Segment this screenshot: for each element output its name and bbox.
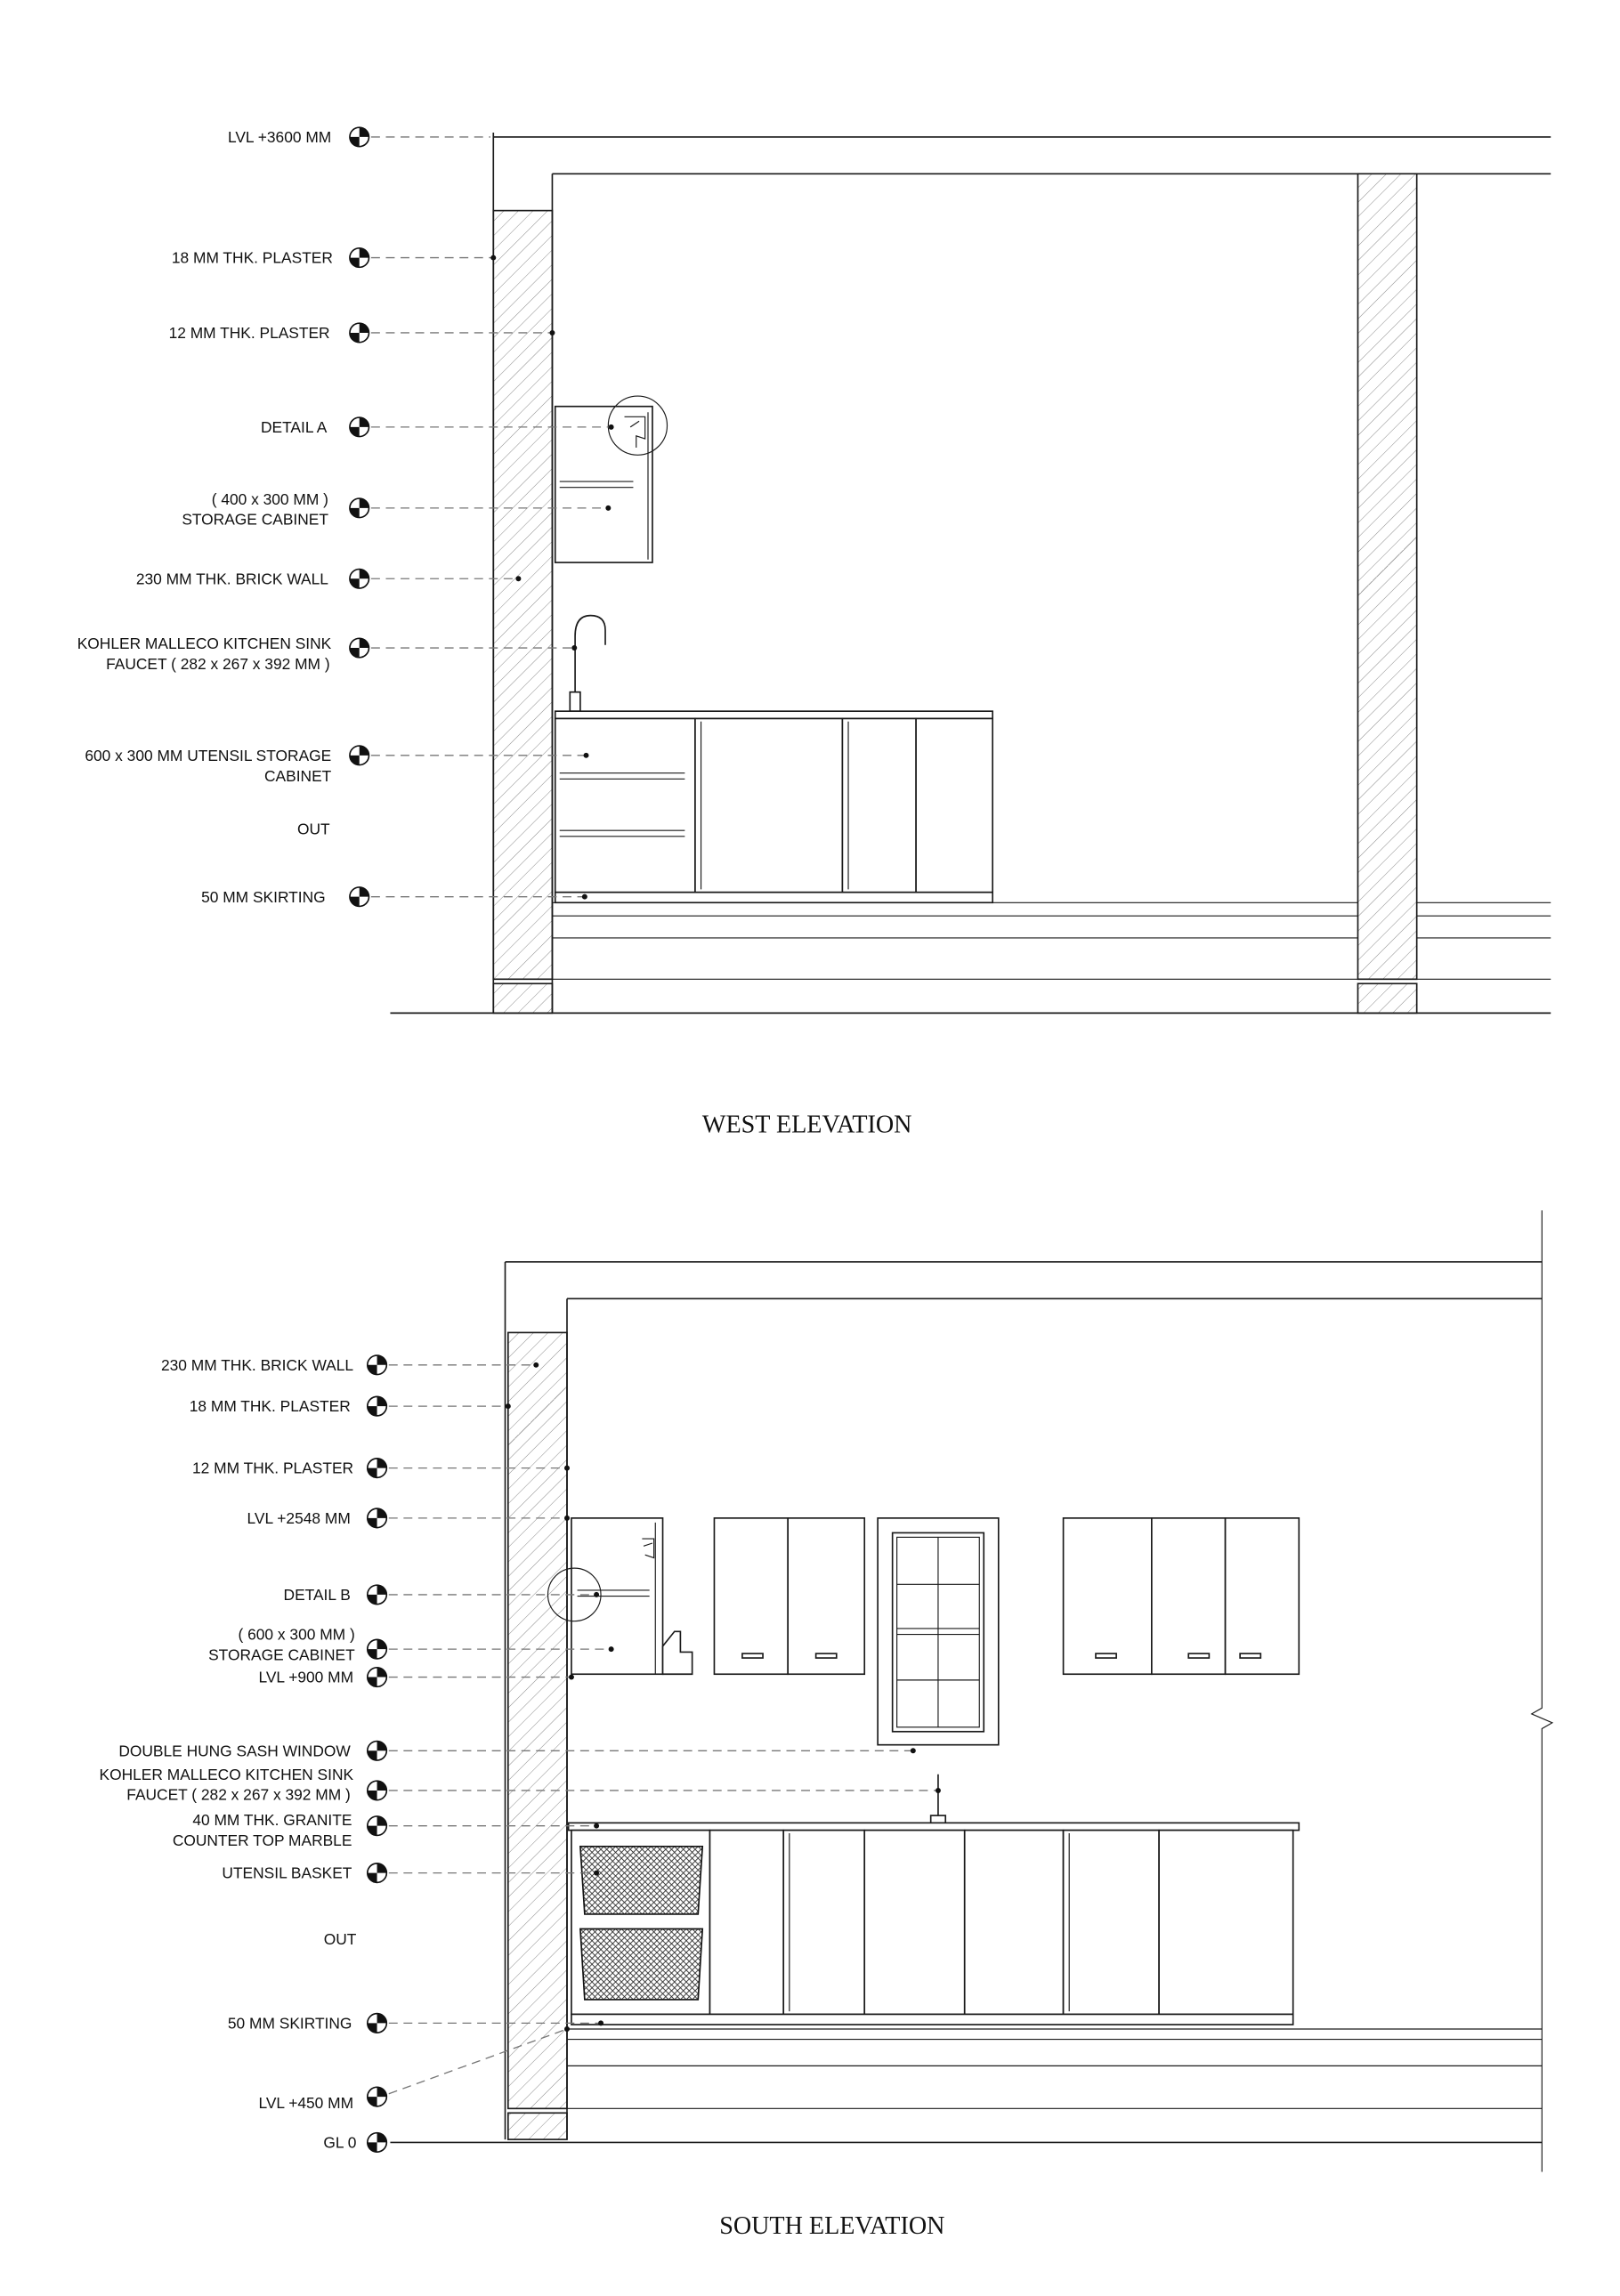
datum-marker-icon <box>368 1508 387 1528</box>
skirting-plinth <box>571 2014 1293 2025</box>
south-elevation-title: SOUTH ELEVATION <box>719 2211 945 2240</box>
utensil-basket-upper <box>580 1847 702 1914</box>
wall-cabinet-body <box>555 407 652 562</box>
label-lvl-2548: LVL +2548 MM <box>247 1508 351 1527</box>
label-utensil-cabinet-line-1: 600 x 300 MM UTENSIL STORAGE <box>85 746 332 764</box>
label-plaster-12: 12 MM THK. PLASTER <box>168 324 330 343</box>
label-brick-wall: 230 MM THK. BRICK WALL <box>135 570 328 588</box>
wall-cabinet-door-4 <box>1152 1518 1226 1674</box>
label-skirting: 50 MM SKIRTING <box>201 887 326 906</box>
label-plaster-12: 12 MM THK. PLASTER <box>192 1459 354 1477</box>
faucet-base <box>570 692 580 712</box>
label-granite-line-2: COUNTER TOP MARBLE <box>172 1831 352 1850</box>
datum-marker-icon <box>368 1355 387 1375</box>
double-hung-sash-window <box>878 1518 999 1745</box>
leader-dot <box>515 576 521 581</box>
leader-dot <box>490 255 496 261</box>
label-lvl-900: LVL +900 MM <box>258 1668 354 1686</box>
label-out: OUT <box>296 820 330 838</box>
south-base-cabinets <box>569 1823 1300 2025</box>
label-detail-b: DETAIL B <box>283 1586 351 1605</box>
datum-marker-icon <box>350 498 369 518</box>
datum-marker-icon <box>368 1863 387 1883</box>
datum-marker-icon <box>350 887 369 907</box>
leader-dot <box>564 1466 570 1471</box>
wall-cabinet-door-3 <box>1064 1518 1152 1674</box>
leader-dot <box>564 1516 570 1521</box>
leader-dot <box>569 1675 574 1680</box>
label-brick-wall: 230 MM THK. BRICK WALL <box>160 1355 354 1374</box>
datum-marker-icon <box>350 570 369 589</box>
label-faucet-line-2: FAUCET ( 282 x 267 x 392 MM ) <box>126 1785 351 1804</box>
west-right-footing-hatch <box>1357 983 1416 1013</box>
base-door-1 <box>709 1831 783 2015</box>
cabinet-handle <box>742 1653 763 1658</box>
skirting-plinth <box>555 893 992 903</box>
label-storage-size: ( 400 x 300 MM ) <box>211 490 328 509</box>
datum-marker-icon <box>350 248 369 268</box>
leader-dot <box>564 2026 570 2032</box>
west-storage-cabinet <box>555 396 668 562</box>
datum-marker-icon <box>368 1639 387 1659</box>
label-skirting: 50 MM SKIRTING <box>227 2014 352 2033</box>
label-storage-size: ( 600 x 300 MM ) <box>238 1625 355 1644</box>
south-wall-footing-hatch <box>508 2113 567 2139</box>
cabinet-handle <box>1240 1653 1260 1658</box>
label-storage-cabinet: STORAGE CABINET <box>208 1645 355 1664</box>
label-granite-line-1: 40 MM THK. GRANITE <box>192 1811 352 1830</box>
wall-cabinet-door-5 <box>1226 1518 1300 1674</box>
datum-marker-icon <box>368 1585 387 1605</box>
label-out: OUT <box>323 1930 357 1949</box>
label-faucet-line-2: FAUCET ( 282 x 267 x 392 MM ) <box>106 655 330 674</box>
leader-dot <box>594 1871 599 1876</box>
datum-marker-icon <box>368 2087 387 2106</box>
cabinet-handle <box>1096 1653 1116 1658</box>
label-lvl-450: LVL +450 MM <box>258 2093 354 2112</box>
base-door-2 <box>842 718 916 892</box>
leader-dot <box>911 1748 916 1753</box>
base-door-4 <box>965 1831 1064 2015</box>
leader-dot <box>571 645 577 651</box>
datum-marker-icon <box>350 417 369 437</box>
datum-marker-icon <box>350 746 369 765</box>
base-door-1 <box>695 718 842 892</box>
label-utensil-basket: UTENSIL BASKET <box>222 1863 352 1882</box>
utensil-storage-cabinet <box>555 718 695 892</box>
datum-marker-icon <box>368 2133 387 2153</box>
datum-marker-icon <box>368 2014 387 2033</box>
leader-dot <box>605 505 611 511</box>
label-detail-a: DETAIL A <box>261 417 328 436</box>
utensil-basket-lower <box>580 1928 702 1999</box>
datum-marker-icon <box>350 323 369 343</box>
leader-dot <box>594 1823 599 1829</box>
south-brick-wall-hatch <box>508 1332 567 2108</box>
label-storage-cabinet: STORAGE CABINET <box>182 510 328 529</box>
west-base-cabinet <box>555 711 992 902</box>
datum-marker-icon <box>368 1459 387 1478</box>
label-plaster-18: 18 MM THK. PLASTER <box>189 1397 351 1416</box>
leader-dot <box>609 1646 614 1652</box>
datum-marker-icon <box>368 1742 387 1761</box>
datum-marker-icon <box>368 1781 387 1800</box>
base-door-6 <box>1159 1831 1293 2015</box>
leader-dot <box>594 1592 599 1597</box>
label-faucet-line-1: KOHLER MALLECO KITCHEN SINK <box>77 635 332 653</box>
leader-dot <box>549 330 555 336</box>
counter-top <box>555 711 992 718</box>
label-window: DOUBLE HUNG SASH WINDOW <box>118 1742 351 1760</box>
wall-cabinet-door-2 <box>788 1518 864 1674</box>
wall-cabinet-door-1 <box>714 1518 788 1674</box>
leader-dot <box>506 1403 511 1409</box>
leader-dot <box>582 894 587 900</box>
west-wall-footing-hatch <box>493 983 552 1013</box>
cabinet-handle <box>1188 1653 1209 1658</box>
datum-marker-icon <box>368 1816 387 1836</box>
label-utensil-cabinet-line-2: CABINET <box>264 766 332 785</box>
base-door-3 <box>916 718 992 892</box>
label-lvl-3600: LVL +3600 MM <box>227 128 332 147</box>
leader-dot <box>936 1788 941 1793</box>
datum-marker-icon <box>368 1396 387 1416</box>
cabinet-handle <box>816 1653 837 1658</box>
base-door-3 <box>864 1831 965 2015</box>
faucet-base <box>931 1815 946 1823</box>
label-gl: GL 0 <box>323 2133 357 2152</box>
base-door-2 <box>783 1831 864 2015</box>
datum-marker-icon <box>350 638 369 658</box>
label-faucet-line-1: KOHLER MALLECO KITCHEN SINK <box>99 1765 354 1783</box>
west-right-column-hatch <box>1357 174 1416 979</box>
leader-dot <box>598 2020 603 2025</box>
leader-dot <box>533 1362 539 1368</box>
west-brick-wall-hatch <box>493 211 552 980</box>
datum-marker-icon <box>368 1668 387 1687</box>
granite-counter-top <box>569 1823 1300 1830</box>
west-elevation-title: WEST ELEVATION <box>701 1111 912 1139</box>
label-plaster-18: 18 MM THK. PLASTER <box>171 248 333 267</box>
leader-dot <box>584 753 589 758</box>
leader-dot <box>609 424 614 430</box>
base-door-5 <box>1064 1831 1160 2015</box>
datum-marker-icon <box>350 127 369 147</box>
